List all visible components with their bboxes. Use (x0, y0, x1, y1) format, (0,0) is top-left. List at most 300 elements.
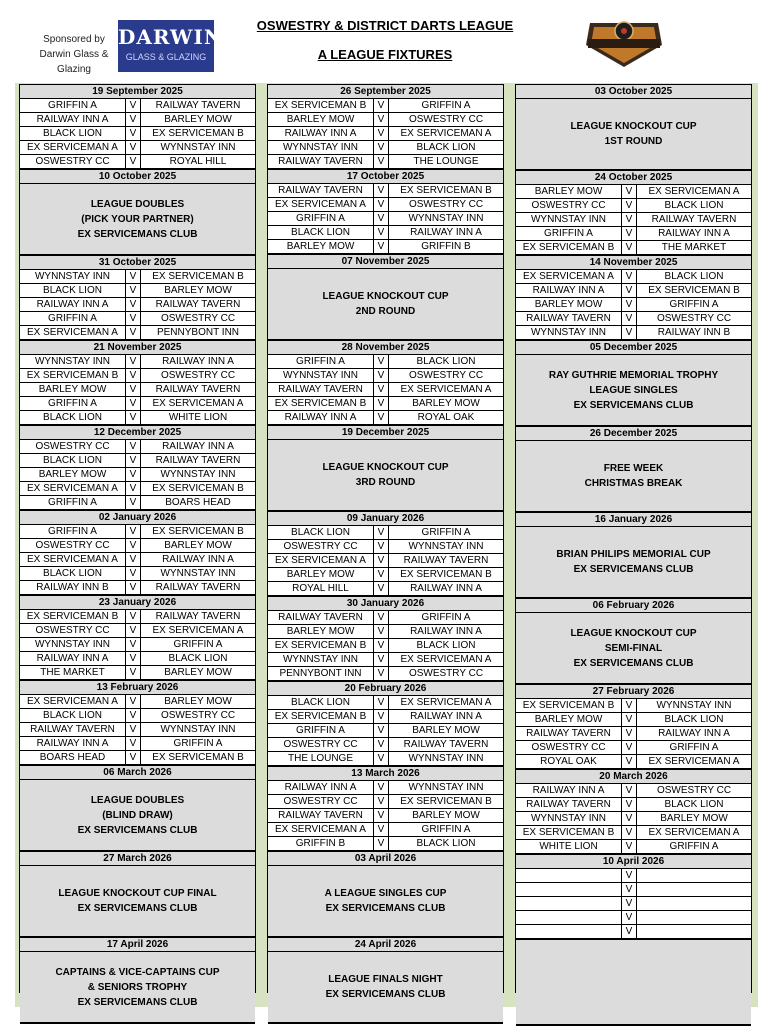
away-team: BLACK LION (416, 142, 476, 153)
fixture-row (268, 141, 503, 155)
vs-label: V (126, 383, 141, 396)
home-team: WYNNSTAY INN (516, 213, 622, 226)
away-team: RAILWAY INN A (162, 554, 234, 565)
away-team: WYNNSTAY INN (160, 724, 236, 735)
event-line: (BLIND DRAW) (102, 809, 173, 821)
fixture-row (20, 666, 255, 679)
vs-label: V (126, 709, 141, 722)
away-team: RAILWAY INN A (658, 728, 730, 739)
home-team: RAILWAY TAVERN (268, 184, 374, 197)
fixture-row (20, 652, 255, 666)
away-team: EX SERVICEMAN B (648, 285, 740, 296)
vs-label: V (622, 798, 637, 811)
home-team: BARLEY MOW (268, 113, 374, 126)
home-team: RAILWAY TAVERN (20, 723, 126, 736)
away-team: BARLEY MOW (660, 813, 728, 824)
vs-label: V (622, 897, 637, 910)
away-team: GRIFFIN A (669, 742, 719, 753)
vs-label: V (126, 666, 141, 679)
date-header: 06 March 2026 (20, 766, 255, 780)
event-block (20, 170, 255, 256)
home-team: OSWESTRY CC (268, 738, 374, 751)
date-header: 07 November 2025 (268, 255, 503, 269)
home-team: RAILWAY TAVERN (516, 727, 622, 740)
fixture-block (268, 170, 503, 255)
fixture-block (268, 341, 503, 426)
fixture-row (20, 709, 255, 723)
home-team: OSWESTRY CC (20, 539, 126, 552)
fixture-row (516, 925, 751, 938)
home-team: WYNNSTAY INN (268, 141, 374, 154)
fixture-block (20, 681, 255, 766)
away-team: RAILWAY TAVERN (155, 455, 241, 466)
vs-label: V (374, 355, 389, 368)
vs-label: V (374, 823, 389, 836)
fixture-row (20, 113, 255, 127)
fixture-block (20, 341, 255, 426)
home-team: BARLEY MOW (268, 568, 374, 581)
away-team: WYNNSTAY INN (408, 753, 484, 764)
fixture-row (516, 298, 751, 312)
event-line: FREE WEEK (603, 463, 664, 474)
vs-label: V (622, 925, 637, 938)
fixture-row (268, 696, 503, 710)
date-header: 27 February 2026 (516, 685, 751, 699)
home-team: EX SERVICEMAN B (20, 610, 126, 623)
event-block (516, 427, 751, 513)
home-team: EX SERVICEMAN A (268, 198, 374, 211)
fixture-column (267, 84, 504, 1000)
away-team: GRIFFIN A (421, 527, 471, 538)
event-text (516, 99, 751, 169)
vs-label: V (126, 411, 141, 424)
home-team: EX SERVICEMAN A (20, 695, 126, 708)
home-team: BLACK LION (268, 226, 374, 239)
vs-label: V (374, 411, 389, 424)
home-team: OSWESTRY CC (268, 540, 374, 553)
vs-label: V (622, 755, 637, 768)
vs-label: V (622, 312, 637, 325)
home-team: EX SERVICEMAN A (268, 554, 374, 567)
vs-label: V (622, 298, 637, 311)
event-line: (PICK YOUR PARTNER) (81, 213, 194, 225)
home-team: RAILWAY INN A (516, 784, 622, 797)
home-team: RAILWAY INN A (20, 113, 126, 126)
vs-label: V (126, 525, 141, 538)
vs-label: V (126, 113, 141, 126)
event-line: EX SERVICEMANS CLUB (77, 824, 198, 836)
away-team: OSWESTRY CC (160, 710, 236, 721)
page-subtitle: A LEAGUE FIXTURES (317, 47, 453, 62)
home-team: GRIFFIN A (20, 496, 126, 509)
fixture-row (20, 141, 255, 155)
home-team: WYNNSTAY INN (20, 270, 126, 283)
vs-label: V (126, 624, 141, 637)
fixture-row (516, 755, 751, 768)
home-team (516, 897, 622, 910)
event-line: 3RD ROUND (355, 477, 416, 488)
vs-label: V (622, 699, 637, 712)
vs-label: V (374, 724, 389, 737)
event-text (516, 355, 751, 425)
fixture-row (268, 554, 503, 568)
page-titles (240, 18, 530, 62)
home-team: BARLEY MOW (268, 625, 374, 638)
away-team: BARLEY MOW (164, 285, 232, 296)
vs-label: V (622, 869, 637, 882)
away-team: EX SERVICEMAN A (400, 384, 492, 395)
fixture-row (20, 355, 255, 369)
home-team: EX SERVICEMAN A (268, 823, 374, 836)
date-header: 10 April 2026 (516, 855, 751, 869)
away-team: WYNNSTAY INN (160, 568, 236, 579)
event-block (516, 513, 751, 599)
event-line: BRIAN PHILIPS MEMORIAL CUP (556, 549, 711, 560)
event-line: EX SERVICEMANS CLUB (77, 903, 198, 914)
away-team: BARLEY MOW (412, 810, 480, 821)
home-team: EX SERVICEMAN B (268, 710, 374, 723)
vs-label: V (622, 213, 637, 226)
away-team: GRIFFIN A (421, 612, 471, 623)
fixture-row (20, 624, 255, 638)
fixture-row (20, 312, 255, 326)
fixture-block (268, 682, 503, 767)
vs-label: V (126, 312, 141, 325)
date-header: 02 January 2026 (20, 511, 255, 525)
fixture-block (516, 685, 751, 770)
home-team: RAILWAY INN A (516, 284, 622, 297)
away-team: RAILWAY TAVERN (155, 611, 241, 622)
home-team: RAILWAY INN A (268, 781, 374, 794)
vs-label: V (622, 241, 637, 254)
vs-label: V (374, 653, 389, 666)
home-team: EX SERVICEMAN B (20, 369, 126, 382)
home-team: GRIFFIN A (20, 397, 126, 410)
event-line: LEAGUE KNOCKOUT CUP FINAL (58, 888, 217, 899)
vs-label: V (622, 713, 637, 726)
home-team: BOARS HEAD (20, 751, 126, 764)
home-team: BARLEY MOW (20, 383, 126, 396)
away-team: BARLEY MOW (412, 725, 480, 736)
home-team: RAILWAY INN A (20, 652, 126, 665)
event-line: & SENIORS TROPHY (87, 981, 188, 993)
vs-label: V (622, 840, 637, 853)
away-team: EX SERVICEMAN B (400, 569, 492, 580)
vs-label: V (126, 155, 141, 168)
event-line: EX SERVICEMANS CLUB (77, 996, 198, 1008)
away-team: BLACK LION (664, 799, 724, 810)
away-team: EX SERVICEMAN B (152, 526, 244, 537)
darwin-logo (118, 20, 224, 72)
date-header: 23 January 2026 (20, 596, 255, 610)
date-header: 28 November 2025 (268, 341, 503, 355)
sponsor-text (28, 32, 120, 77)
vs-label: V (126, 638, 141, 651)
vs-label: V (126, 369, 141, 382)
date-header: 27 March 2026 (20, 852, 255, 866)
home-team: BLACK LION (20, 127, 126, 140)
event-line: EX SERVICEMANS CLUB (325, 903, 446, 914)
sponsor-line: Sponsored by (43, 34, 105, 45)
home-team: WYNNSTAY INN (268, 369, 374, 382)
vs-label: V (622, 826, 637, 839)
vs-label: V (126, 440, 141, 453)
away-team: OSWESTRY CC (160, 370, 236, 381)
event-text (268, 440, 503, 510)
event-line: LEAGUE DOUBLES (90, 198, 185, 210)
away-team: GRIFFIN A (421, 100, 471, 111)
sponsor-name: Darwin Glass & Glazing (39, 49, 109, 75)
page-title: OSWESTRY & DISTRICT DARTS LEAGUE (256, 18, 514, 33)
away-team: EX SERVICEMAN A (648, 827, 740, 838)
date-header: 21 November 2025 (20, 341, 255, 355)
vs-label: V (374, 127, 389, 140)
fixture-row (516, 227, 751, 241)
home-team: GRIFFIN A (268, 724, 374, 737)
date-header: 13 February 2026 (20, 681, 255, 695)
event-text (516, 613, 751, 683)
vs-label: V (374, 198, 389, 211)
home-team: GRIFFIN A (20, 99, 126, 112)
away-team: RAILWAY INN A (410, 626, 482, 637)
vs-label: V (374, 582, 389, 595)
fixture-row (20, 127, 255, 141)
fixture-block (516, 855, 751, 940)
away-team: RAILWAY TAVERN (155, 582, 241, 593)
away-team: OSWESTRY CC (160, 313, 236, 324)
fixture-row (268, 355, 503, 369)
fixture-row (268, 639, 503, 653)
away-team: RAILWAY TAVERN (403, 555, 489, 566)
away-team: BARLEY MOW (164, 667, 232, 678)
vs-label: V (126, 553, 141, 566)
fixture-row (268, 99, 503, 113)
away-team: RAILWAY TAVERN (155, 384, 241, 395)
home-team: EX SERVICEMAN B (516, 826, 622, 839)
fixture-block (20, 596, 255, 681)
fixture-row (20, 553, 255, 567)
home-team: BARLEY MOW (268, 240, 374, 253)
home-team: OSWESTRY CC (268, 795, 374, 808)
home-team: GRIFFIN A (516, 227, 622, 240)
home-team: BLACK LION (20, 567, 126, 580)
vs-label: V (374, 397, 389, 410)
away-team: GRIFFIN A (173, 738, 223, 749)
fixture-row (20, 581, 255, 594)
fixture-row (20, 440, 255, 454)
home-team: RAILWAY INN A (268, 411, 374, 424)
vs-label: V (374, 184, 389, 197)
away-team: BARLEY MOW (412, 398, 480, 409)
vs-label: V (126, 397, 141, 410)
fixture-row (516, 699, 751, 713)
home-team: OSWESTRY CC (20, 624, 126, 637)
vs-label: V (126, 723, 141, 736)
away-team: BARLEY MOW (164, 114, 232, 125)
fixture-row (20, 737, 255, 751)
fixture-row (516, 241, 751, 254)
home-team: GRIFFIN A (20, 525, 126, 538)
date-header: 17 April 2026 (20, 938, 255, 952)
vs-label: V (374, 625, 389, 638)
away-team: RAILWAY INN A (410, 711, 482, 722)
fixture-block (268, 767, 503, 852)
home-team: ROYAL OAK (516, 755, 622, 768)
away-team: BLACK LION (664, 200, 724, 211)
away-team: WYNNSTAY INN (160, 469, 236, 480)
date-header: 26 December 2025 (516, 427, 751, 441)
home-team (516, 869, 622, 882)
fixture-row (268, 526, 503, 540)
away-team: EX SERVICEMAN B (152, 271, 244, 282)
fixture-row (20, 567, 255, 581)
home-team: OSWESTRY CC (20, 440, 126, 453)
fixture-block (268, 85, 503, 170)
event-block (20, 852, 255, 938)
fixture-row (268, 752, 503, 765)
away-team: RAILWAY TAVERN (403, 739, 489, 750)
away-team: THE LOUNGE (413, 156, 479, 167)
fixture-row (268, 369, 503, 383)
away-team: OSWESTRY CC (408, 114, 484, 125)
event-line: LEAGUE SINGLES (589, 384, 678, 396)
fixture-row (268, 611, 503, 625)
fixture-block (268, 512, 503, 597)
home-team: RAILWAY TAVERN (268, 809, 374, 822)
fixture-row (20, 298, 255, 312)
fixture-row (516, 185, 751, 199)
event-line: LEAGUE FINALS NIGHT (328, 974, 443, 985)
fixture-row (20, 525, 255, 539)
event-line: LEAGUE KNOCKOUT CUP (570, 121, 697, 132)
home-team: BLACK LION (20, 454, 126, 467)
vs-label: V (374, 611, 389, 624)
fixture-row (268, 582, 503, 595)
fixture-row (268, 411, 503, 424)
vs-label: V (126, 567, 141, 580)
fixture-row (516, 812, 751, 826)
away-team: WYNNSTAY INN (408, 213, 484, 224)
fixture-row (268, 397, 503, 411)
home-team: EX SERVICEMAN A (20, 141, 126, 154)
vs-label: V (126, 284, 141, 297)
vs-label: V (374, 226, 389, 239)
fixture-row (268, 226, 503, 240)
fixture-row (268, 155, 503, 168)
away-team: BLACK LION (416, 838, 476, 849)
fixture-row (268, 781, 503, 795)
vs-label: V (374, 738, 389, 751)
event-block (268, 852, 503, 938)
event-block (268, 938, 503, 1024)
fixture-row (268, 837, 503, 850)
fixture-row (268, 568, 503, 582)
away-team: GRIFFIN B (421, 241, 471, 252)
date-header: 31 October 2025 (20, 256, 255, 270)
fixture-block (20, 426, 255, 511)
vs-label: V (126, 326, 141, 339)
fixture-column (515, 84, 752, 993)
away-team: WHITE LION (168, 412, 228, 423)
fixture-row (268, 667, 503, 680)
home-team: BLACK LION (20, 709, 126, 722)
home-team: OSWESTRY CC (20, 155, 126, 168)
vs-label: V (126, 298, 141, 311)
fixture-row (20, 369, 255, 383)
vs-label: V (126, 454, 141, 467)
fixture-row (268, 653, 503, 667)
vs-label: V (622, 227, 637, 240)
away-team: RAILWAY TAVERN (155, 299, 241, 310)
home-team: RAILWAY TAVERN (268, 611, 374, 624)
fixture-block (20, 85, 255, 170)
event-block (516, 599, 751, 685)
fixture-row (516, 840, 751, 853)
vs-label: V (126, 270, 141, 283)
vs-label: V (374, 155, 389, 168)
home-team: BLACK LION (268, 526, 374, 539)
vs-label: V (374, 141, 389, 154)
fixture-row (20, 270, 255, 284)
fixture-row (516, 727, 751, 741)
home-team: GRIFFIN A (20, 312, 126, 325)
home-team: EX SERVICEMAN B (516, 241, 622, 254)
home-team: RAILWAY TAVERN (516, 798, 622, 811)
home-team: EX SERVICEMAN A (516, 270, 622, 283)
away-team: GRIFFIN A (173, 639, 223, 650)
vs-label: V (126, 355, 141, 368)
logo-main-text: DARWIN (118, 25, 224, 49)
home-team: BLACK LION (20, 284, 126, 297)
fixture-row (516, 869, 751, 883)
vs-label: V (126, 610, 141, 623)
vs-label: V (374, 526, 389, 539)
home-team: RAILWAY INN A (20, 737, 126, 750)
fixture-block (20, 256, 255, 341)
fixture-row (268, 383, 503, 397)
fixture-row (268, 212, 503, 226)
away-team: BLACK LION (664, 271, 724, 282)
away-team: RAILWAY TAVERN (155, 100, 241, 111)
home-team: BLACK LION (268, 696, 374, 709)
away-team (637, 925, 751, 938)
away-team: RAILWAY INN A (410, 583, 482, 594)
date-header: 06 February 2026 (516, 599, 751, 613)
vs-label: V (622, 741, 637, 754)
fixture-row (20, 155, 255, 168)
home-team: RAILWAY TAVERN (268, 155, 374, 168)
event-block (516, 940, 751, 1026)
away-team: OSWESTRY CC (408, 668, 484, 679)
fixture-row (20, 454, 255, 468)
away-team: BLACK LION (168, 653, 228, 664)
vs-label: V (126, 127, 141, 140)
vs-label: V (126, 468, 141, 481)
away-team: EX SERVICEMAN B (400, 185, 492, 196)
home-team: EX SERVICEMAN B (516, 699, 622, 712)
event-line: LEAGUE KNOCKOUT CUP (570, 627, 697, 639)
away-team: EX SERVICEMAN A (400, 654, 492, 665)
home-team: WYNNSTAY INN (516, 812, 622, 825)
vs-label: V (622, 185, 637, 198)
vs-label: V (622, 270, 637, 283)
vs-label: V (374, 837, 389, 850)
away-team: OSWESTRY CC (656, 313, 732, 324)
event-line: LEAGUE KNOCKOUT CUP (322, 291, 449, 302)
event-text (516, 527, 751, 597)
vs-label: V (374, 212, 389, 225)
vs-label: V (126, 482, 141, 495)
